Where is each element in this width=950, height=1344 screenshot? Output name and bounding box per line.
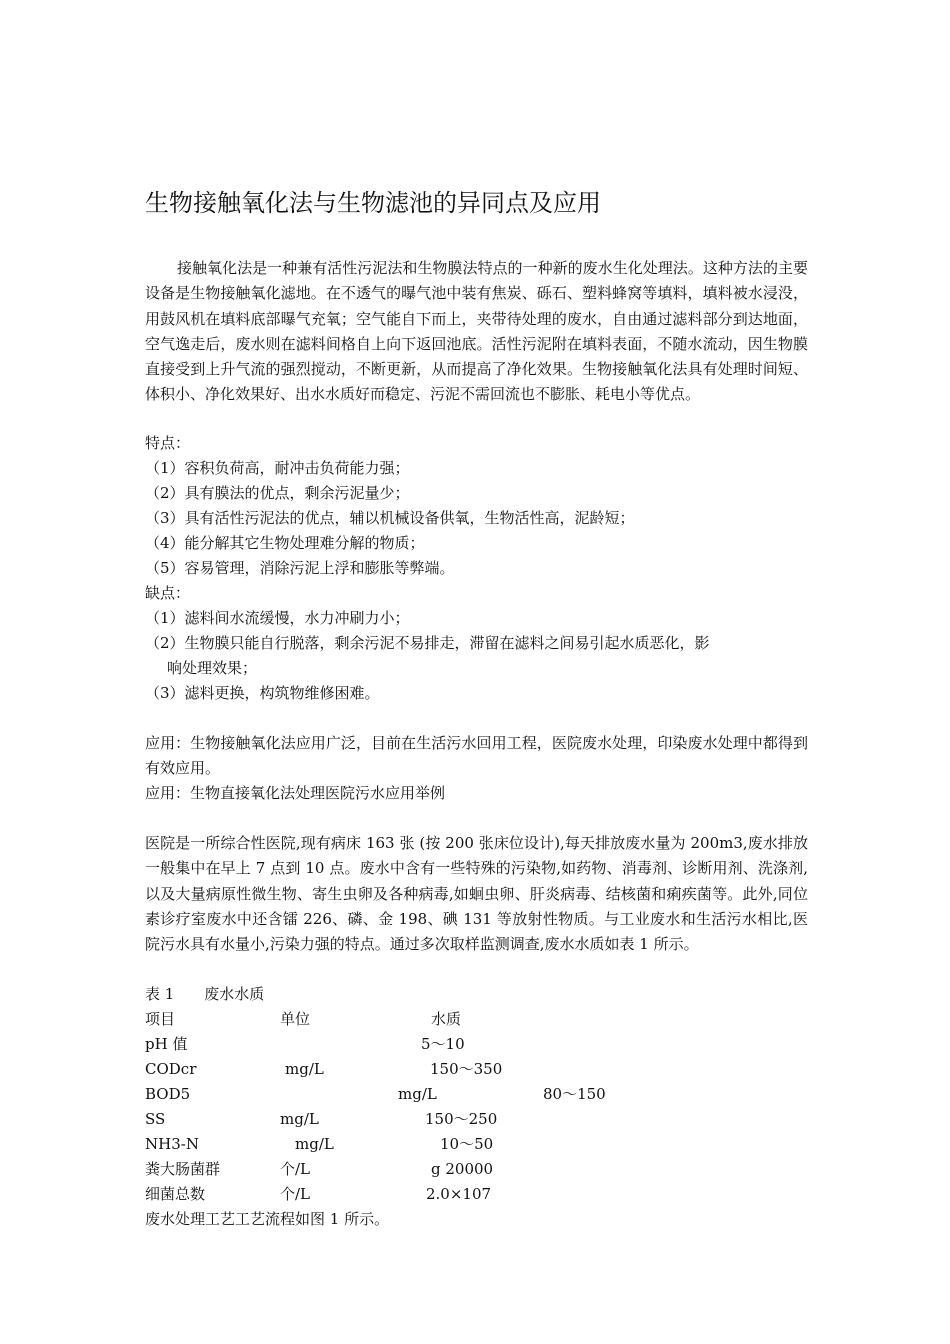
intro-paragraph: 接触氧化法是一种兼有活性污泥法和生物膜法特点的一种新的废水生化处理法。这种方法的主要设备是生物接触氧化滤地。在不透气的曝气池中装有焦炭、砾石、塑料蜂窝等填料，填料被水浸没，用鼓风机在填料底部曝气充氧；空气能自下而上，夹带待处理的废水，自由通过滤料部分到达地面，空气逸走后，废水则在滤料间格自上向下返回池底。活性污泥附在填料表面，不随水流动，因生物膜直接受到上升气流的强烈搅动，不断更新，从而提高了净化效果。生物接触氧化法具有处理时间短、体积小、净化效果好、出水水质好而稳定、污泥不需回流也不膨胀、耗电小等优点。 <box>145 259 808 404</box>
feature-item: （5）容易管理，消除污泥上浮和膨胀等弊端。 <box>145 559 455 577</box>
table-cell-item: 粪大肠菌群 <box>145 1160 221 1178</box>
table-cell-unit: mg/L <box>285 1060 324 1078</box>
drawback-item-continued: 响处理效果； <box>167 659 258 677</box>
hospital-paragraph: 医院是一所综合性医院,现有病床 163 张 (按 200 张床位设计),每天排放废水量为 200m3,废水排放一般集中在早上 7 点到 10 点。废水中含有一些特殊的污染物,如药物、消毒剂、诊断用剂、洗涤剂,以及大量病原性微生物、寄生虫卵及各种病毒,如蛔虫卵、肝炎病毒、结核菌和痢疾菌等。此外,同位素诊疗室废水中还含镭 226、磷、金 198、碘 131 等放射性物质。与工业废水和生活污水相比,医院污水具有水量小,污染力强的特点。通过多次取样监测调查,废水水质如表 1 所示。 <box>145 834 808 954</box>
drawbacks-heading: 缺点： <box>145 584 191 602</box>
table-cell-unit: mg/L <box>280 1110 319 1128</box>
process-flow-note: 废水处理工艺工艺流程如图 1 所示。 <box>145 1210 390 1228</box>
table-cell-item: NH3-N <box>145 1135 199 1153</box>
table-cell-item: pH 值 <box>145 1035 188 1053</box>
feature-item: （4）能分解其它生物处理难分解的物质； <box>145 534 425 552</box>
table-cell-item: BOD5 <box>145 1085 191 1103</box>
table-cell-quality: 150～350 <box>430 1060 503 1078</box>
table-cell-unit: 个/L <box>280 1160 311 1178</box>
drawback-item: （1）滤料间水流缓慢，水力冲刷力小； <box>145 609 410 627</box>
table-cell-item: 细菌总数 <box>145 1185 206 1203</box>
table-header-quality: 水质 <box>431 1010 462 1028</box>
feature-item: （2）具有膜法的优点，剩余污泥量少； <box>145 484 410 502</box>
table-cell-quality: g 20000 <box>431 1160 494 1178</box>
table-cell-quality: 80～150 <box>543 1085 606 1103</box>
table-cell-quality: 2.0×107 <box>426 1185 492 1203</box>
feature-item: （3）具有活性污泥法的优点，辅以机械设备供氧，生物活性高，泥龄短； <box>145 509 635 527</box>
table-cell-quality: 150～250 <box>425 1110 498 1128</box>
table-cell-item: CODcr <box>145 1060 197 1078</box>
table-header-unit: 单位 <box>280 1010 311 1028</box>
document-page <box>145 0 810 1344</box>
table-header-item: 项目 <box>145 1010 176 1028</box>
table-cell-unit: mg/L <box>295 1135 334 1153</box>
table-cell-quality: 5～10 <box>421 1035 465 1053</box>
features-heading: 特点： <box>145 434 191 452</box>
table-cell-quality: 10～50 <box>440 1135 494 1153</box>
application-paragraph: 应用：生物接触氧化法应用广泛，目前在生活污水回用工程，医院废水处理，印染废水处理中都得到有效应用。 <box>145 734 808 778</box>
feature-item: （1）容积负荷高，耐冲击负荷能力强； <box>145 459 410 477</box>
table-cell-unit: 个/L <box>280 1185 311 1203</box>
drawback-item: （3）滤料更换，构筑物维修困难。 <box>145 684 380 702</box>
table-caption: 表 1 废水水质 <box>145 985 265 1003</box>
drawback-item: （2）生物膜只能自行脱落，剩余污泥不易排走，滞留在滤料之间易引起水质恶化，影 <box>145 634 710 652</box>
document-title: 生物接触氧化法与生物滤池的异同点及应用 <box>145 189 601 217</box>
application-example-heading: 应用：生物直接氧化法处理医院污水应用举例 <box>145 784 446 802</box>
table-cell-item: SS <box>145 1110 166 1128</box>
table-cell-unit: mg/L <box>398 1085 437 1103</box>
